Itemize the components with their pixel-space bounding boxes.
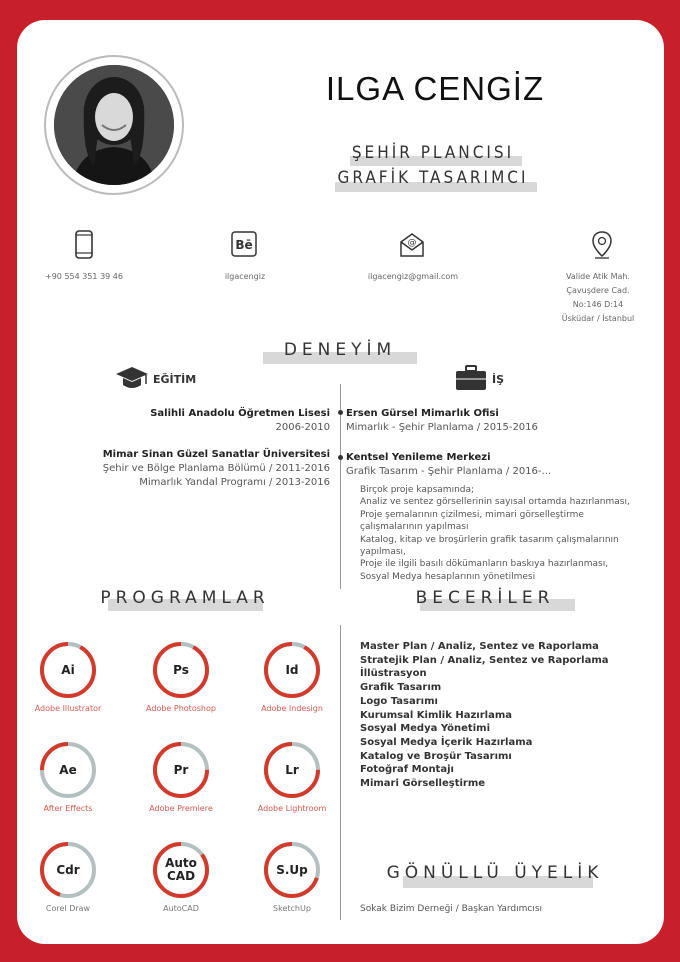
program-name: Corel Draw xyxy=(45,904,91,913)
phone-number[interactable]: +90 554 351 39 46 xyxy=(45,272,123,281)
skill-item: Fotoğraf Montajı xyxy=(360,764,454,776)
program-name: Adobe Lightroom xyxy=(257,804,327,813)
role-title-2: GRAFİK TASARIMCI xyxy=(337,168,529,188)
divider xyxy=(340,625,341,920)
address-line: Üsküdar / İstanbul xyxy=(561,314,635,323)
address-line: Valide Atik Mah. xyxy=(565,272,631,281)
behance-icon xyxy=(231,231,257,261)
education-entry xyxy=(60,448,330,490)
experience-title: DENEYİM xyxy=(283,340,397,360)
program-name: Adobe Premiere xyxy=(149,804,213,813)
program-name: SketchUp xyxy=(273,904,311,913)
avatar xyxy=(54,65,174,185)
program-abbr: Auto CAD xyxy=(165,856,197,883)
skill-item: Sosyal Medya Yönetimi xyxy=(360,723,490,735)
program-ring xyxy=(152,841,210,899)
company-name: Ersen Gürsel Mimarlık Ofisi xyxy=(346,408,499,419)
behance-username[interactable]: ilgacengiz xyxy=(224,272,266,281)
program-ring xyxy=(263,841,321,899)
work-entry xyxy=(346,451,636,479)
role-title-1: ŞEHİR PLANCISI xyxy=(351,143,515,163)
work-detail: Mimarlık - Şehir Planlama / 2015-2016 xyxy=(346,422,538,433)
program-abbr: S.Up xyxy=(276,862,308,877)
program-abbr: Lr xyxy=(285,762,299,777)
skill-item: Mimari Görselleştirme xyxy=(360,778,486,790)
profile-photo xyxy=(44,55,184,195)
program-ring xyxy=(152,741,210,799)
program-abbr: Ai xyxy=(61,662,75,677)
person-name: ILGA CENGİZ xyxy=(325,70,545,107)
program-name: After Effects xyxy=(43,804,93,813)
program-name: Adobe Indesign xyxy=(261,704,323,713)
education-entry xyxy=(60,407,330,435)
work-detail: Grafik Tasarım - Şehir Planlama / 2016-... xyxy=(346,466,552,477)
program-ring xyxy=(152,641,210,699)
skills-list xyxy=(360,640,609,791)
program-abbr: Pr xyxy=(173,762,189,777)
skill-item: Sosyal Medya İçerik Hazırlama xyxy=(360,736,533,748)
program-ring xyxy=(39,641,97,699)
description-line: Proje şemalarının çizilmesi, mimari görselleştirme xyxy=(360,509,584,520)
program-name: Adobe Photoshop xyxy=(146,704,216,713)
skill-item: Grafik Tasarım xyxy=(360,682,442,694)
skill-item: İllüstrasyon xyxy=(360,668,427,680)
program-abbr: Ae xyxy=(59,762,77,777)
program-abbr: Ps xyxy=(173,662,189,677)
email-icon xyxy=(399,230,425,262)
school-detail: Şehir ve Bölge Planlama Bölümü / 2011-2016 xyxy=(102,463,330,474)
school-years: 2006-2010 xyxy=(275,422,330,433)
program-ring xyxy=(39,841,97,899)
graduation-cap-icon xyxy=(115,365,149,395)
description-line: Proje ile ilgili basılı dökümanların baskıya hazırlanması, xyxy=(360,559,609,570)
work-heading: İŞ xyxy=(492,373,505,386)
location-pin-icon xyxy=(591,230,613,264)
skill-item: Master Plan / Analiz, Sentez ve Raporlama xyxy=(360,641,599,652)
school-name: Mimar Sinan Güzel Sanatlar Üniversitesi xyxy=(102,449,330,460)
program-ring xyxy=(263,741,321,799)
timeline-dot xyxy=(338,410,343,415)
address-line: Çavuşdere Cad. xyxy=(566,286,630,295)
work-description xyxy=(360,484,640,583)
school-detail: Mimarlık Yandal Programı / 2013-2016 xyxy=(139,477,330,488)
description-line: yapılması, xyxy=(360,547,406,558)
work-entry xyxy=(346,407,636,435)
description-line: Birçok proje kapsamında; xyxy=(360,485,475,495)
program-ring xyxy=(39,741,97,799)
address-line: No:146 D:14 xyxy=(572,300,624,309)
volunteer-title: GÖNÜLLÜ ÜYELİK xyxy=(386,863,604,883)
timeline-dot xyxy=(338,455,343,460)
skill-item: Logo Tasarımı xyxy=(360,695,438,707)
program-ring xyxy=(263,641,321,699)
volunteer-text: Sokak Bizim Derneği / Başkan Yardımcısı xyxy=(360,904,543,914)
description-line: çalışmalarının yapılması xyxy=(360,522,469,533)
description-line: Katalog, kitap ve broşürlerin grafik tasarım çalışmalarının xyxy=(360,534,619,545)
svg-text:@: @ xyxy=(407,238,417,248)
email-address[interactable]: ilgacengiz@gmail.com xyxy=(367,272,459,281)
address xyxy=(548,270,648,326)
skill-item: Stratejik Plan / Analiz, Sentez ve Raporlama xyxy=(360,654,609,666)
skills-title: BECERİLER xyxy=(415,588,555,608)
description-line: Analiz ve sentez görsellerinin sayısal ortamda hazırlanması, xyxy=(360,497,630,508)
program-abbr: Id xyxy=(285,662,299,677)
skill-item: Kurumsal Kimlik Hazırlama xyxy=(360,709,512,721)
description-line: Sosyal Medya hesaplarının yönetilmesi xyxy=(360,571,536,582)
briefcase-icon xyxy=(455,364,487,396)
program-name: Adobe Illustrator xyxy=(34,704,102,713)
phone-icon xyxy=(74,230,94,264)
programs-title: PROGRAMLAR xyxy=(100,588,270,608)
education-heading: EĞİTİM xyxy=(153,373,197,386)
school-name: Salihli Anadolu Öğretmen Lisesi xyxy=(150,408,330,419)
program-name: AutoCAD xyxy=(163,904,199,913)
skill-item: Katalog ve Broşür Tasarımı xyxy=(360,750,512,762)
company-name: Kentsel Yenileme Merkezi xyxy=(346,452,491,463)
program-abbr: Cdr xyxy=(56,862,80,877)
svg-text:Bē: Bē xyxy=(235,238,253,252)
